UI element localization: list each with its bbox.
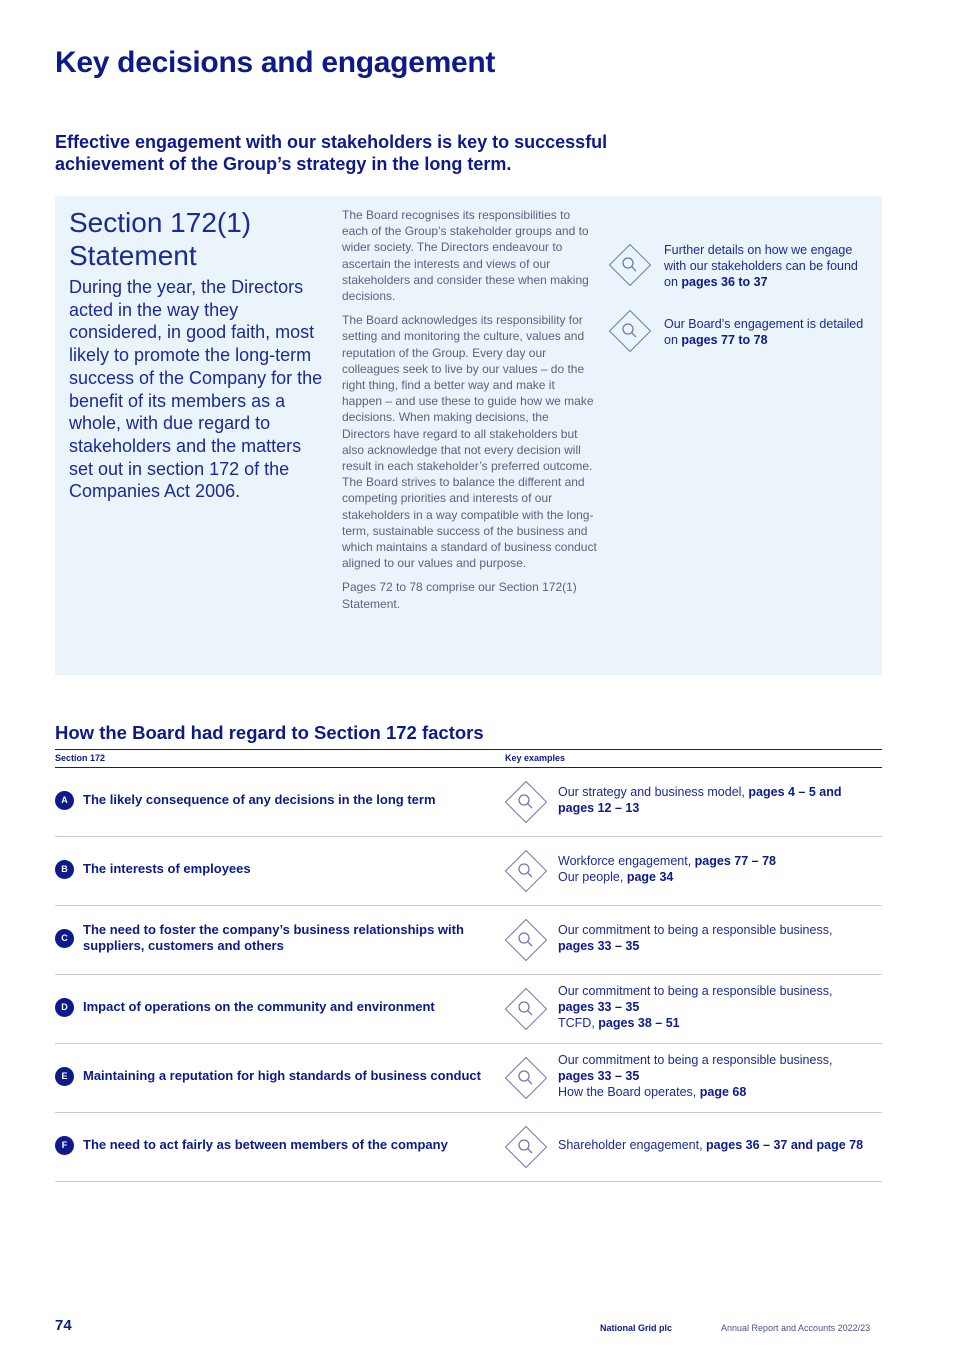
page-number: 74 [55, 1317, 72, 1334]
key-example [558, 853, 878, 885]
column-header-section: Section 172 [55, 753, 106, 763]
magnifier-icon [609, 244, 651, 286]
page-reference-link[interactable]: pages 77 – 78 [694, 854, 776, 868]
factor-letter-badge: B [55, 860, 74, 879]
board-engagement-reference[interactable] [615, 316, 875, 348]
table-row [55, 1112, 882, 1182]
magnifier-icon [609, 310, 651, 352]
key-example [558, 1052, 878, 1101]
page-reference-link[interactable]: page 34 [626, 870, 674, 885]
page-reference-link[interactable]: page 68 [699, 1085, 747, 1100]
table-row [55, 974, 882, 1044]
key-example [558, 922, 878, 954]
reference-text: Further details on how we engage with our stakeholders can be found on [664, 243, 858, 290]
page-reference-link[interactable]: pages 4 – 5 and pages 12 – 13 [558, 785, 842, 816]
key-example [558, 784, 878, 816]
page-reference-link[interactable]: pages 33 – 35 [558, 1069, 640, 1084]
factor-text: The need to foster the company’s business relationships with suppliers, customers and others [83, 922, 464, 954]
factor-letter-badge: D [55, 998, 74, 1017]
magnifier-icon [505, 988, 547, 1030]
factor-letter-badge: A [55, 791, 74, 810]
magnifier-icon [505, 850, 547, 892]
page-reference-link[interactable]: pages 36 – 37 and page 78 [706, 1138, 864, 1152]
stakeholder-engagement-reference[interactable] [615, 242, 875, 291]
key-example [558, 983, 878, 1032]
example-label: How the Board operates, [558, 1085, 697, 1100]
body-paragraph: Pages 72 to 78 comprise our Section 172(1) Statement. [342, 580, 577, 611]
magnifier-icon [505, 919, 547, 961]
example-label: Our strategy and business model, [558, 785, 745, 799]
example-label: Our commitment to being a responsible business, [558, 923, 833, 937]
table-row [55, 905, 882, 975]
page-reference-link[interactable]: pages 33 – 35 [558, 1000, 640, 1015]
board-body-text [342, 207, 598, 620]
table-row [55, 767, 882, 837]
report-title: Annual Report and Accounts 2022/23 [721, 1323, 871, 1333]
magnifier-icon [505, 1126, 547, 1168]
example-label: Our commitment to being a responsible business, [558, 1053, 833, 1067]
example-label: Workforce engagement, [558, 854, 692, 868]
section-172-heading: Section 172(1) Statement [69, 207, 252, 271]
factor-letter-badge: F [55, 1136, 74, 1155]
magnifier-icon [505, 1057, 547, 1099]
example-label: TCFD, [558, 1016, 595, 1031]
example-label: Shareholder engagement, [558, 1138, 703, 1152]
intro-text: Effective engagement with our stakeholders is key to successful achievement of the Group’s strategy in the long term. [55, 132, 608, 174]
factor-letter-badge: E [55, 1067, 74, 1086]
column-header-examples: Key examples [505, 753, 566, 763]
factor-text: Maintaining a reputation for high standards of business conduct [83, 1068, 481, 1083]
factors-table-header [55, 749, 882, 768]
key-example [558, 1137, 878, 1153]
table-row [55, 836, 882, 906]
factor-text: The likely consequence of any decisions in the long term [83, 792, 436, 807]
section-172-panel [55, 196, 882, 675]
page-reference-link[interactable]: pages 38 – 51 [598, 1016, 680, 1031]
magnifier-icon [505, 781, 547, 823]
page-reference-link[interactable]: pages 36 to 37 [681, 275, 768, 290]
company-name: National Grid plc [600, 1323, 673, 1333]
page-title: Key decisions and engagement [55, 46, 496, 79]
factor-letter-badge: C [55, 929, 74, 948]
factor-text: Impact of operations on the community and environment [83, 999, 435, 1014]
section-172-statement: During the year, the Directors acted in the way they considered, in good faith, most likely to promote the long-term success of the Company for the benefit of its members as a whole, with due regard to stakeholders and the matters set out in section 172 of the Companies Act 2006. [69, 277, 323, 502]
page-reference-link[interactable]: pages 33 – 35 [558, 939, 640, 954]
factor-text: The need to act fairly as between members of the company [83, 1137, 448, 1152]
example-label: Our people, [558, 870, 624, 885]
body-paragraph: The Board recognises its responsibilities to each of the Group’s stakeholder groups and to wider society. The Directors endeavour to ascertain the interests and views of our stakeholders and consider these when making decisions. [342, 208, 589, 304]
body-paragraph: The Board acknowledges its responsibility for setting and monitoring the culture, values and reputation of the Group. Every day our colleagues seek to live by our values – do the right thing, find a better way and make it happen – and use these to guide how we make decisions. When making decisions, the Directors have regard to all stakeholders but also acknowledge that not every decision will result in each stakeholder’s preferred outcome. The Board strives to balance the different and competing priorities and interests of our stakeholders in a way compatible with the long-term, sustainable success of the business and which maintains a standard of business conduct aligned to our values and purpose. [342, 313, 597, 571]
factor-text: The interests of employees [83, 861, 251, 876]
factors-table-title: How the Board had regard to Section 172 factors [55, 722, 484, 743]
page-reference-link[interactable]: pages 77 to 78 [681, 333, 768, 348]
table-row [55, 1043, 882, 1113]
reference-text: Our Board’s engagement is detailed on [664, 317, 864, 348]
example-label: Our commitment to being a responsible business, [558, 984, 833, 998]
